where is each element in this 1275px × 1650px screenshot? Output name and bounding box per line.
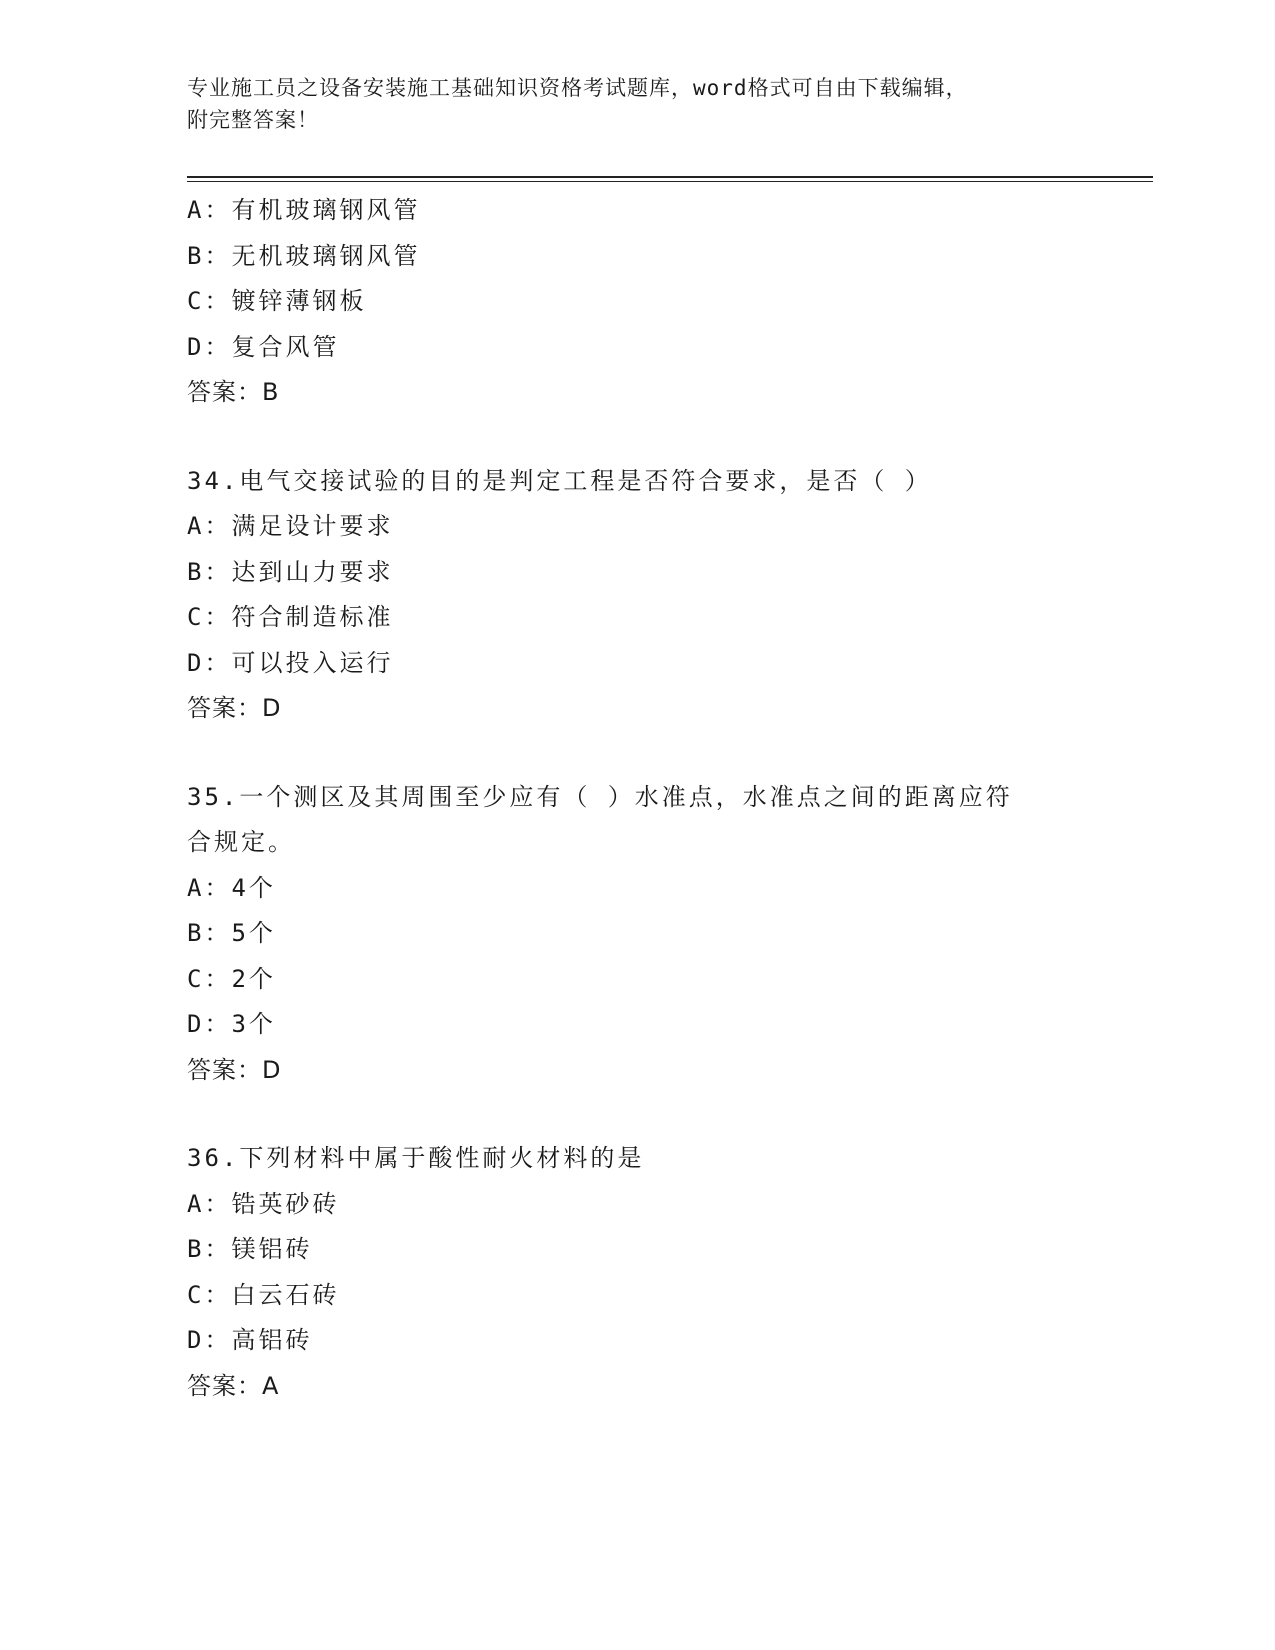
option-a: A：有机玻璃钢风管 — [187, 196, 421, 224]
option-a: A：满足设计要求 — [187, 512, 394, 540]
question-list — [187, 188, 1087, 1409]
option-d: D：复合风管 — [187, 332, 340, 361]
answer: 答案：D — [187, 1055, 282, 1084]
option-c: C：白云石砖 — [187, 1280, 340, 1309]
option-c: C：符合制造标准 — [187, 603, 394, 631]
option-d: D：可以投入运行 — [187, 648, 394, 677]
question-34 — [187, 459, 1087, 732]
answer: 答案：A — [187, 1371, 280, 1400]
option-d: D：高铝砖 — [187, 1326, 313, 1354]
spacer — [187, 416, 1087, 459]
option-c: C：镀锌薄钢板 — [187, 287, 367, 315]
header-divider-thin — [187, 181, 1153, 182]
option-b: B：镁铝砖 — [187, 1235, 313, 1263]
option-d: D：3个 — [187, 1010, 276, 1038]
option-b: B：无机玻璃钢风管 — [187, 241, 421, 270]
question-stem-line-2: 合规定。 — [187, 828, 295, 856]
option-b: B：达到山力要求 — [187, 557, 394, 586]
header-line-2: 附完整答案！ — [187, 108, 319, 132]
question-36 — [187, 1136, 1087, 1409]
answer: 答案：D — [187, 694, 282, 722]
spacer — [187, 1093, 1087, 1136]
question-35 — [187, 775, 1087, 1094]
option-a: A：4个 — [187, 873, 276, 902]
option-b: B：5个 — [187, 919, 276, 947]
header-line-1: 专业施工员之设备安装施工基础知识资格考试题库，word格式可自由下载编辑， — [187, 76, 968, 100]
question-stem: 36.下列材料中属于酸性耐火材料的是 — [187, 1144, 645, 1172]
document-header — [187, 72, 1067, 136]
option-c: C：2个 — [187, 964, 276, 993]
answer: 答案：B — [187, 378, 280, 406]
spacer — [187, 732, 1087, 775]
question-stem: 34.电气交接试验的目的是判定工程是否符合要求，是否（ ） — [187, 466, 932, 495]
header-divider-thick — [187, 176, 1153, 178]
option-a: A：锆英砂砖 — [187, 1189, 340, 1218]
question-stem-line-1: 35.一个测区及其周围至少应有（ ）水准点，水准点之间的距离应符 — [187, 782, 1013, 811]
question-33 — [187, 188, 1087, 416]
